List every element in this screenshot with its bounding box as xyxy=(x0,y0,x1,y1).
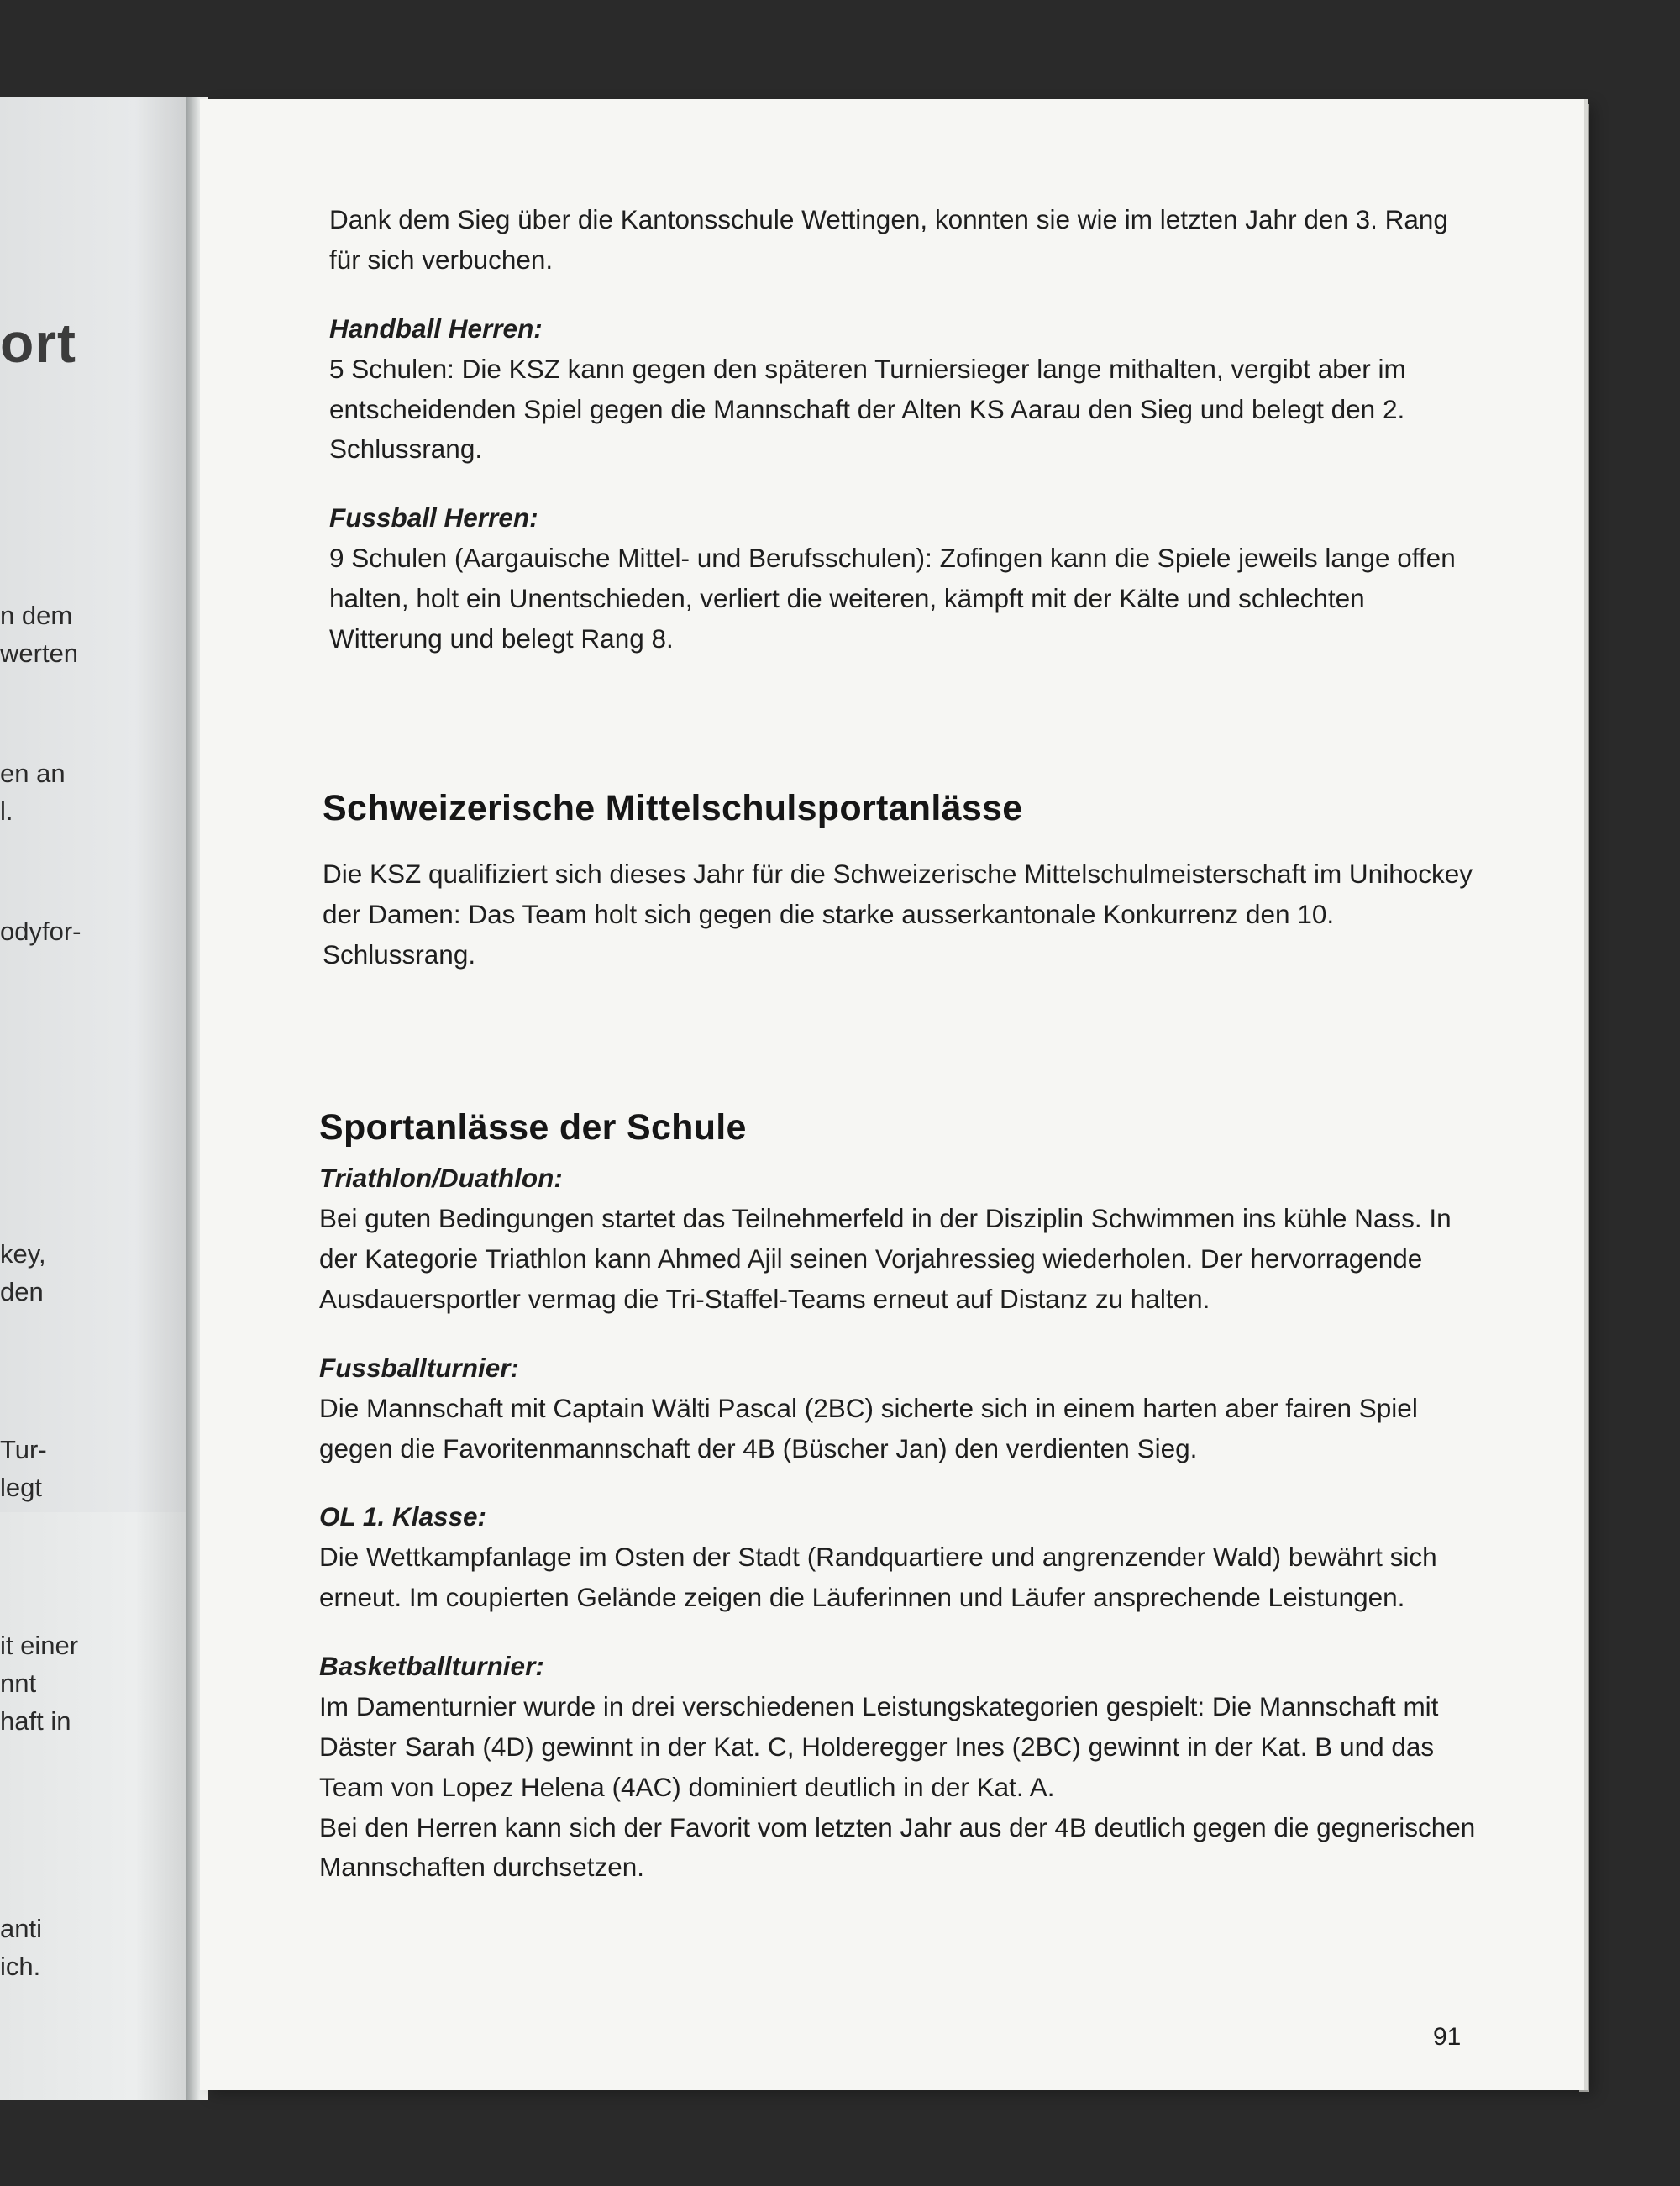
text-block-section1 xyxy=(323,781,1480,975)
left-page-line: werten xyxy=(0,638,79,668)
left-page-line: legt xyxy=(0,1473,42,1502)
section-heading-mittelschul: Schweizerische Mittelschulsportanlässe xyxy=(323,788,1023,828)
left-page-line: anti xyxy=(0,1914,42,1943)
subheading-ol: OL 1. Klasse: xyxy=(319,1501,487,1532)
ol-paragraph: Die Wettkampfanlage im Osten der Stadt (Randquartiere und angrenzender Wald) bewährt sich erneut. Im coupierten Gelände zeigen die Läuferinnen und Läufer ansprechende Leistungen. xyxy=(319,1542,1437,1613)
left-page-line: key, xyxy=(0,1239,46,1269)
left-page-line: ich. xyxy=(0,1952,41,1981)
subheading-triathlon: Triathlon/Duathlon: xyxy=(319,1163,563,1194)
left-page-heading: ort xyxy=(0,312,76,374)
left-page-line: it einer xyxy=(0,1631,79,1660)
subheading-fussball: Fussball Herren: xyxy=(329,502,538,533)
page-number: 91 xyxy=(1433,2023,1462,2051)
text-block-section2 xyxy=(319,1101,1480,1888)
left-page-line: l. xyxy=(0,796,13,826)
triathlon-paragraph: Bei guten Bedingungen startet das Teilnehmerfeld in der Disziplin Schwimmen ins kühle Nass. In der Kategorie Triathlon kann Ahmed Ajil seinen Vorjahressieg wiederholen. Der hervorragende Ausdauersportler vermag die Tri-Staffel-Teams erneut auf Distanz zu halten. xyxy=(319,1203,1452,1314)
left-page-line: nnt xyxy=(0,1668,37,1698)
fussball-paragraph: 9 Schulen (Aargauische Mittel- und Berufsschulen): Zofingen kann die Spiele jeweils lange offen halten, holt ein Unentschieden, verliert die weiteren, kämpft mit der Kälte und schlechten Witterung und belegt Rang 8. xyxy=(329,543,1456,654)
handball-paragraph: 5 Schulen: Die KSZ kann gegen den späteren Turniersieger lange mithalten, vergibt aber im entscheidenden Spiel gegen die Mannschaft der Alten KS Aarau den Sieg und belegt den 2. Schlussrang. xyxy=(329,353,1406,465)
left-page-line: den xyxy=(0,1277,44,1306)
left-page-line: haft in xyxy=(0,1706,71,1736)
left-page-line: odyfor- xyxy=(0,917,81,946)
subheading-basketball: Basketballturnier: xyxy=(319,1651,544,1682)
left-page-line: Tur- xyxy=(0,1435,47,1464)
mittelschul-paragraph: Die KSZ qualifiziert sich dieses Jahr für die Schweizerische Mittelschulmeisterschaft im Unihockey der Damen: Das Team holt sich gegen die starke ausserkantonale Konkurrenz den 10. Schlussrang. xyxy=(323,859,1473,970)
basketball-paragraph-1: Im Damenturnier wurde in drei verschiedenen Leistungskategorien gespielt: Die Mannschaft mit Däster Sarah (4D) gewinnt in der Kat. C, Holderegger Ines (2BC) gewinnt in der Kat. B und das Team von Lopez Helena (4AC) dominiert deutlich in der Kat. A. xyxy=(319,1690,1439,1802)
text-block-upper xyxy=(329,200,1480,659)
left-page-line: en an xyxy=(0,759,66,788)
basketball-paragraph-2: Bei den Herren kann sich der Favorit vom letzten Jahr aus der 4B deutlich gegen die gegnerischen Mannschaften durchsetzen. xyxy=(319,1811,1476,1883)
left-page xyxy=(0,97,193,2100)
intro-paragraph: Dank dem Sieg über die Kantonsschule Wettingen, konnten sie wie im letzten Jahr den 3. Rang für sich verbuchen. xyxy=(329,204,1448,275)
subheading-handball: Handball Herren: xyxy=(329,313,543,344)
left-page-line: n dem xyxy=(0,601,73,630)
fussballturnier-paragraph: Die Mannschaft mit Captain Wälti Pascal (2BC) sicherte sich in einem harten aber fairen Spiel gegen die Favoritenmannschaft der 4B (Büscher Jan) den verdienten Sieg. xyxy=(319,1392,1418,1463)
subheading-fussballturnier: Fussballturnier: xyxy=(319,1352,520,1383)
section-heading-schule: Sportanlässe der Schule xyxy=(319,1107,747,1148)
